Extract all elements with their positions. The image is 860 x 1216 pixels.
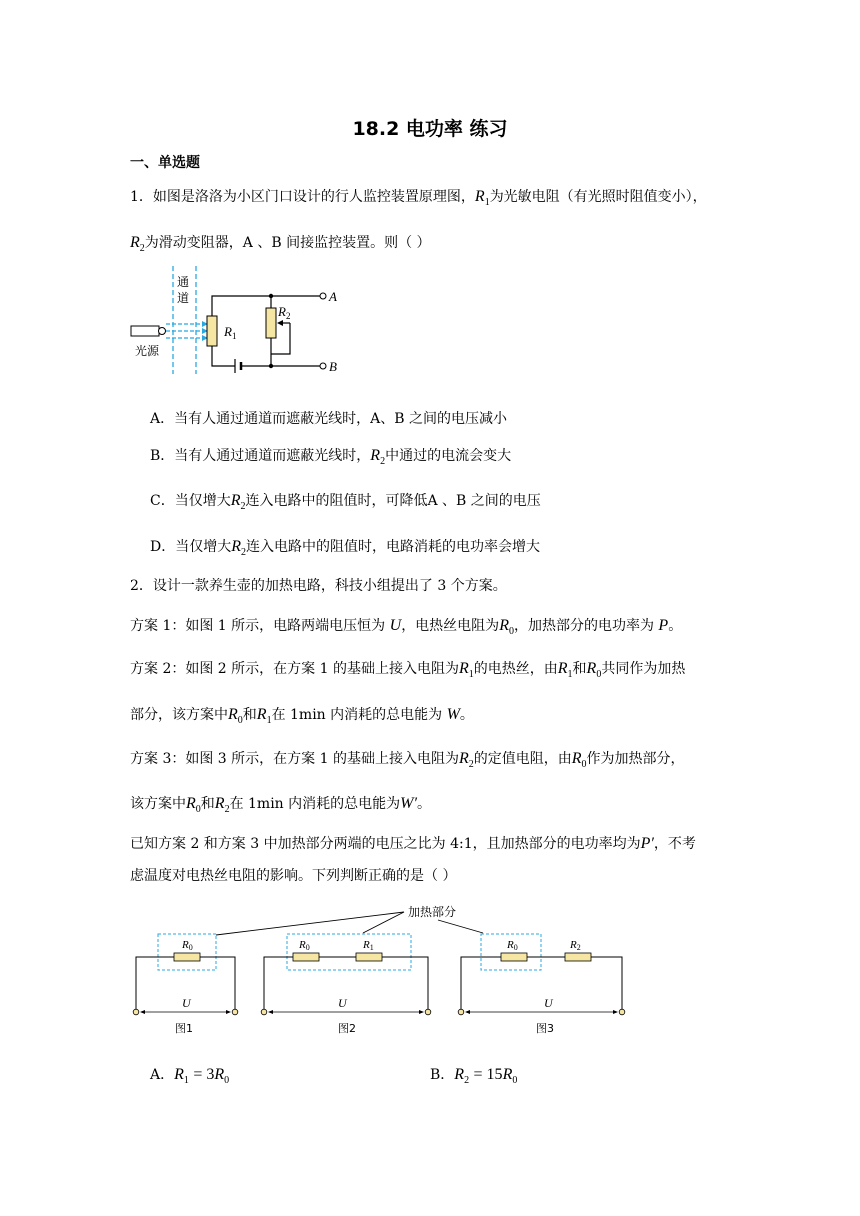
q2-plan-2-line-2: 部分，该方案中$R_0$和$R_1$在 1min 内消耗的总电能为 W。: [130, 706, 474, 727]
svg-text:U: U: [544, 996, 553, 1010]
q2-option-b[interactable]: B．$R_2 = 15R_0$: [430, 1066, 518, 1087]
svg-text:U: U: [338, 996, 347, 1010]
terminal-a: [320, 293, 326, 299]
terminal-a-label: A: [329, 289, 337, 304]
svg-text:图3: 图3: [536, 1022, 554, 1035]
r2-resistor: [266, 308, 276, 338]
channel-label-2: 道: [177, 291, 190, 305]
r2-symbol: $R_2$: [130, 234, 145, 255]
svg-text:R1: R1: [363, 939, 374, 952]
q1-line-2: [130, 232, 740, 254]
heating-part-label: 加热部分: [408, 905, 457, 919]
svg-text:R0: R0: [182, 939, 193, 952]
light-source-icon: [131, 326, 159, 336]
q2-plan-1: 方案 1：如图 1 所示，电路两端电压恒为 U，电热丝电阻为$R_0$，加热部分的电功率为 P。: [130, 617, 683, 638]
q2-intro: 2．设计一款养生壶的加热电路，科技小组提出了 3 个方案。: [130, 578, 507, 594]
r1-label: $R_1$: [224, 324, 237, 341]
terminal-b: [320, 363, 326, 369]
q1-option-d[interactable]: D．当仅增大$R_2$连入电路中的阻值时，电路消耗的电功率会增大: [150, 538, 541, 559]
q1-option-c[interactable]: C．当仅增大$R_2$连入电路中的阻值时，可降低A 、B 之间的电压: [150, 492, 541, 513]
q2-condition-line-2: 虑温度对电热丝电阻的影响。下列判断正确的是（ ）: [130, 868, 457, 884]
svg-text:图2: 图2: [338, 1022, 356, 1035]
page-title: 18.2 电功率 练习: [352, 118, 508, 140]
q1-line-1: [130, 186, 740, 208]
q1-text: 为光敏电阻（有光照时阻值变小），: [489, 189, 707, 205]
figure-1: [133, 934, 238, 1035]
q1-text: 1．如图是洛洛为小区门口设计的行人监控装置原理图，: [130, 189, 475, 205]
q2-condition-line-1: 已知方案 2 和方案 3 中加热部分两端的电压之比为 4:1，且加热部分的电功率均为P′，不考: [130, 835, 696, 852]
r1-resistor: [207, 316, 217, 346]
light-rays: [166, 324, 204, 338]
r2-label: $R_2$: [278, 304, 291, 321]
channel-label-1: 通: [177, 275, 190, 289]
light-source-label: 光源: [135, 344, 160, 358]
q2-option-a[interactable]: A．$R_1 = 3R_0$: [150, 1066, 230, 1087]
q2-plan-2-line-1: 方案 2：如图 2 所示，在方案 1 的基础上接入电阻为$R_1$的电热丝，由$R_1$和$R_0$共同作为加热: [130, 660, 686, 681]
svg-text:R0: R0: [299, 939, 310, 952]
svg-text:R0: R0: [507, 939, 518, 952]
q1-option-a[interactable]: A．当有人通过通道而遮蔽光线时，A、B 之间的电压减小: [150, 411, 507, 427]
q1-text: 为滑动变阻器，A 、B 间接监控装置。则（ ）: [144, 235, 431, 251]
q1-option-b[interactable]: B．当有人通过通道而遮蔽光线时，$R_2$中通过的电流会变大: [150, 447, 512, 468]
figure-3: [458, 934, 625, 1035]
figure-2: [261, 934, 431, 1035]
r1-symbol: $R_1$: [474, 188, 490, 209]
svg-text:U: U: [182, 996, 191, 1010]
terminal-b-label: B: [329, 359, 337, 374]
svg-text:R2: R2: [570, 939, 581, 952]
q2-plan-3-line-2: 该方案中$R_0$和$R_2$在 1min 内消耗的总电能为W′。: [130, 795, 431, 816]
svg-text:图1: 图1: [175, 1022, 193, 1035]
q1-circuit-diagram: [128, 262, 348, 377]
q2-plan-3-line-1: 方案 3：如图 3 所示，在方案 1 的基础上接入电阻为$R_2$的定值电阻，由$R_0$作为加热部分，: [130, 750, 685, 771]
section-heading: 一、单选题: [130, 155, 200, 171]
q2-circuit-diagrams: [128, 900, 638, 1045]
